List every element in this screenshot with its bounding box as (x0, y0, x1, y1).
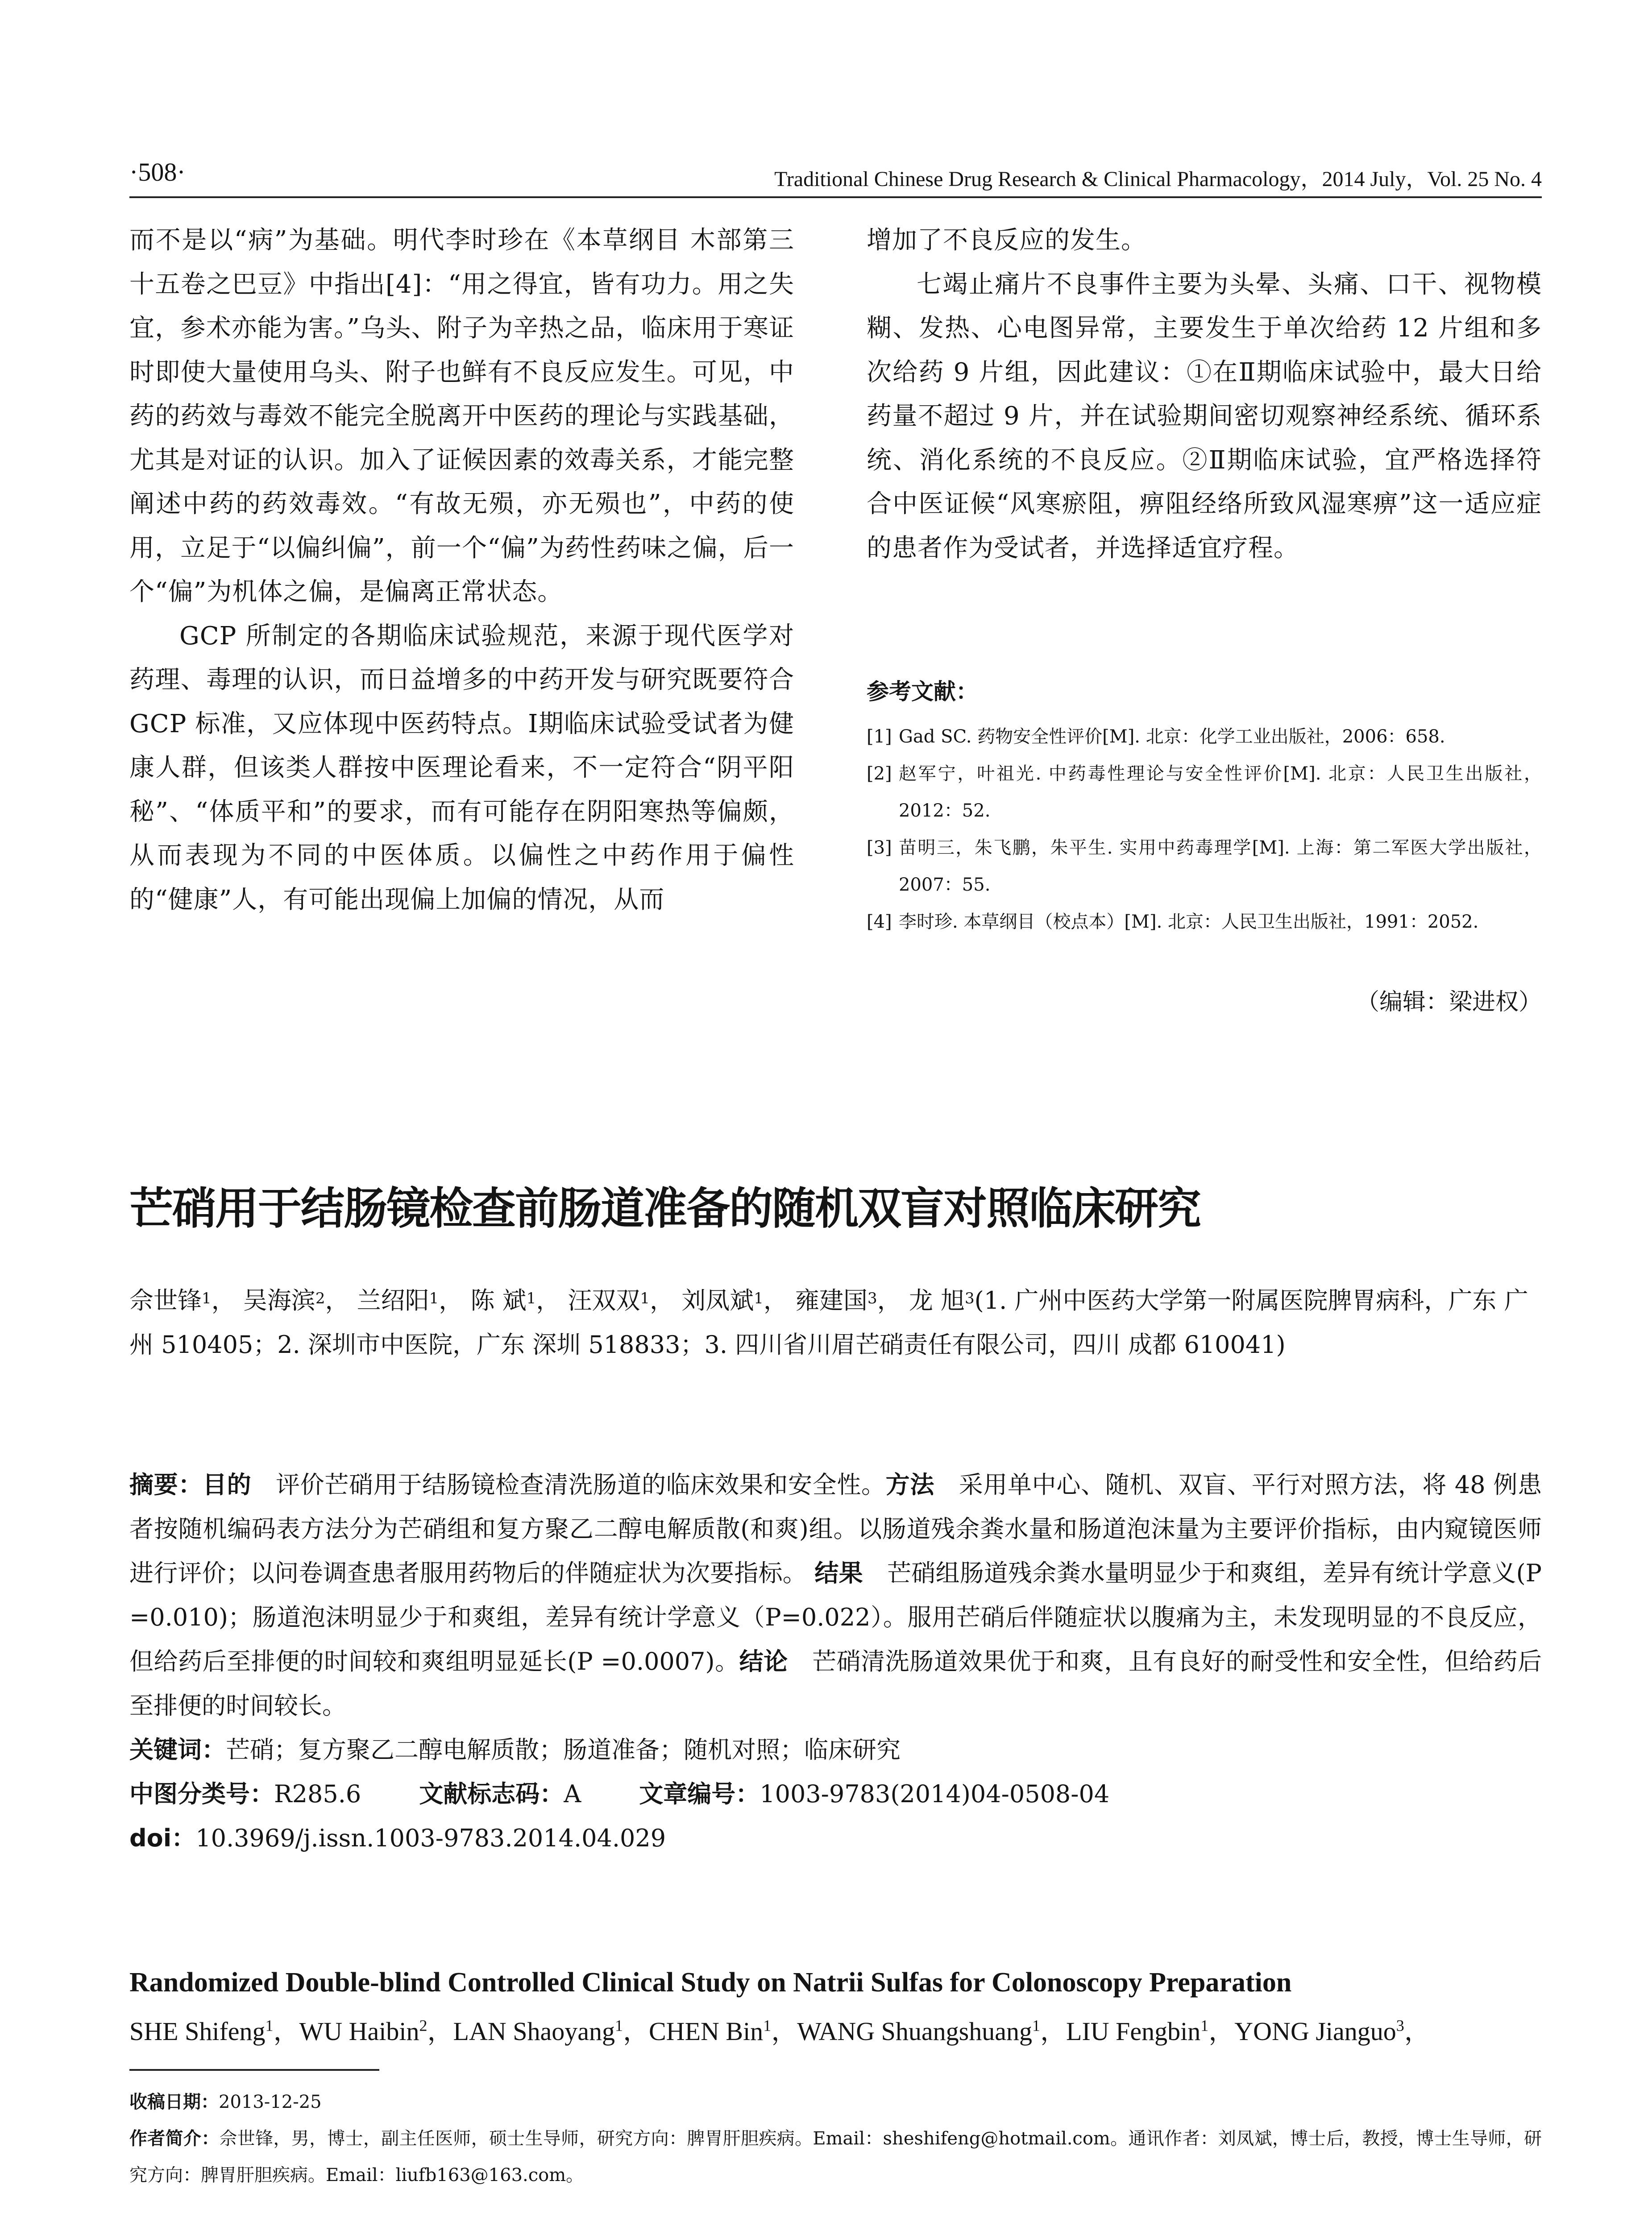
received-label: 收稿日期： (129, 2092, 219, 2112)
editor-note: （编辑：梁进权） (1356, 989, 1542, 1016)
keywords: 芒硝；复方聚乙二醇电解质散；肠道准备；随机对照；临床研究 (226, 1736, 901, 1764)
author-name: 刘凤斌 (681, 1286, 754, 1315)
abstract-label: 摘要： (129, 1471, 203, 1499)
en-author-name: CHEN Bin (649, 2017, 764, 2046)
reference-item (867, 904, 1542, 941)
author-aff: 3 (965, 1290, 975, 1307)
article-no-value: 1003-9783(2014)04-0508-04 (760, 1780, 1110, 1808)
received-date: 2013-12-25 (219, 2092, 322, 2112)
left-paragraph-2: GCP 所制定的各期临床试验规范，来源于现代医学对药理、毒理的认识，而日益增多的中药开发与研究既要符合 GCP 标准，又应体现中医药特点。Ⅰ期临床试验受试者为健康人群，但该类人群按中医理论看来，不一定符合“阴平阳秘”、“体质平和”的要求，而有可能存在阴阳寒热等偏颇，从而表现为不同的中医体质。以偏性之中药作用于偏性的“健康”人，有可能出现偏上加偏的情况，从而 (129, 621, 794, 914)
article-no-label: 文章编号： (639, 1780, 760, 1808)
right-column (867, 219, 1542, 570)
author-info-label: 作者简介： (129, 2128, 220, 2149)
methods-text: 采用单中心、随机、双盲、平行对照方法，将 48 例患者按随机编码表方法分为芒硝组和复方聚乙二醇电解质散(和爽)组。以肠道残余粪水量和肠道泡沫量为主要评价指标，由内窥镜医师进行评价；以问卷调查患者服用药物后的伴随症状为次要指标。 (129, 1471, 1542, 1587)
reference-number: [1] (867, 726, 892, 747)
affiliations: (1. 广州中医药大学第一附属医院脾胃病科，广东 广州 510405；2. 深圳市中医院，广东 深圳 518833；3. 四川省川眉芒硝责任有限公司，四川 成都 610041) (129, 1286, 1528, 1359)
abstract-block (129, 1463, 1542, 1860)
article-title: 芒硝用于结肠镜检查前肠道准备的随机双盲对照临床研究 (129, 1183, 1201, 1234)
doi-line (129, 1816, 1542, 1860)
reference-text: 李时珍. 本草纲目（校点本）[M]. 北京：人民卫生出版社，1991：2052. (899, 912, 1479, 932)
clc-label: 中图分类号： (129, 1780, 274, 1808)
page-number: ·508· (129, 158, 186, 187)
en-author-aff: 1 (265, 2016, 274, 2035)
author-aff: 1 (526, 1290, 536, 1307)
clc-value: R285.6 (274, 1780, 361, 1808)
author-name: 雍建国 (795, 1286, 868, 1315)
abstract (129, 1463, 1542, 1728)
reference-text: 苗明三，朱飞鹏，朱平生. 实用中药毒理学[M]. 上海：第二军医大学出版社，2007：55. (899, 838, 1542, 895)
en-author-name: WANG Shuangshuang (797, 2017, 1032, 2046)
author-info: 佘世锋，男，博士，副主任医师，硕士生导师，研究方向：脾胃肝胆疾病。Email：sheshifeng@hotmail.com。通讯作者：刘凤斌，博士后，教授，博士生导师，研究方向：脾胃肝胆疾病。Email：liufb163@163.com。 (129, 2128, 1542, 2185)
methods-label: 方法 (885, 1471, 935, 1499)
reference-number: [4] (867, 912, 892, 932)
keywords-line (129, 1728, 1542, 1772)
objective-label: 目的 (203, 1471, 252, 1499)
author-aff: 3 (868, 1290, 877, 1307)
author-name: 吴海滨 (243, 1286, 315, 1315)
en-author-aff: 1 (614, 2016, 623, 2035)
author-aff: 1 (202, 1290, 212, 1307)
journal-header: Traditional Chinese Drug Research & Clinical Pharmacology，2014 July，Vol. 25 No. 4 (774, 167, 1542, 191)
results-label: 结果 (814, 1559, 863, 1587)
author-aff: 1 (640, 1290, 650, 1307)
en-author-aff: 1 (763, 2016, 772, 2035)
doi-label: doi： (129, 1824, 196, 1852)
header-rule (129, 196, 1542, 198)
author-aff: 1 (429, 1290, 439, 1307)
keywords-label: 关键词： (129, 1736, 226, 1764)
en-author-aff: 1 (1032, 2016, 1040, 2035)
conclusion-text: 芒硝清洗肠道效果优于和爽，且有良好的耐受性和安全性，但给药后至排便的时间较长。 (129, 1647, 1542, 1720)
en-author-name: LIU Fengbin (1066, 2017, 1201, 2046)
author-name: 汪双双 (568, 1286, 640, 1315)
results-text: 芒硝组肠道残余粪水量明显少于和爽组，差异有统计学意义(P =0.010)；肠道泡沫明显少于和爽组，差异有统计学意义（P=0.022）。服用芒硝后伴随症状以腹痛为主，未发现明显的不良反应，但给药后至排便的时间较和爽组明显延长(P =0.0007)。 (129, 1559, 1542, 1675)
author-name: 兰绍阳 (357, 1286, 429, 1315)
reference-number: [2] (867, 763, 892, 784)
author-aff: 1 (754, 1290, 764, 1307)
author-aff: 2 (315, 1290, 325, 1307)
received-line (129, 2084, 1542, 2120)
en-author-name: YONG Jianguo (1234, 2017, 1396, 2046)
author-list: 佘世锋$^1$， 吴海滨$^2$， 兰绍阳$^1$， 陈 斌$^1$， 汪双双$^1$， 刘凤斌$^1$， 雍建国$^3$， 龙 旭$^3$(1. 广州中医药大学第一附属医院脾胃病科，广东 广州 510405；2. 深圳市中医院，广东 深圳 518833；3. 四川省川眉芒硝责任有限公司，四川 成都 610041) (129, 1286, 1528, 1359)
doc-code-label: 文献标志码： (419, 1780, 564, 1808)
reference-item (867, 829, 1542, 904)
en-author-aff: 2 (419, 2016, 428, 2035)
reference-number: [3] (867, 838, 892, 858)
en-author-name: SHE Shifeng (129, 2017, 266, 2046)
reference-text: Gad SC. 药物安全性评价[M]. 北京：化学工业出版社，2006：658. (899, 726, 1445, 747)
reference-text: 赵军宁，叶祖光. 中药毒性理论与安全性评价[M]. 北京：人民卫生出版社，2012：52. (899, 763, 1542, 821)
en-author-name: WU Haibin (299, 2017, 419, 2046)
footnote-rule (129, 2069, 379, 2071)
right-paragraph-1: 增加了不良反应的发生。 (867, 226, 1146, 255)
reference-item (867, 755, 1542, 829)
en-author-aff: 3 (1396, 2016, 1404, 2035)
en-author-name: LAN Shaoyang (453, 2017, 615, 2046)
left-column (129, 219, 794, 922)
right-paragraph-2: 七竭止痛片不良事件主要为头晕、头痛、口干、视物模糊、发热、心电图异常，主要发生于单次给药 12 片组和多次给药 9 片组，因此建议：①在Ⅱ期临床试验中，最大日给药量不超过 9 片，并在试验期间密切观察神经系统、循环系统、消化系统的不良反应。②Ⅱ期临床试验，宜严格选择符合中医证候“风寒瘀阻，痹阻经络所致风湿寒痹”这一适应症的患者作为受试者，并选择适宜疗程。 (867, 270, 1542, 563)
author-name: 佘世锋 (129, 1286, 202, 1315)
doc-code-value: A (564, 1780, 581, 1808)
en-author-aff: 1 (1200, 2016, 1209, 2035)
english-author-list: SHE Shifeng$^1$，WU Haibin$^2$，LAN Shaoyang$^1$，CHEN Bin$^1$，WANG Shuangshuang$^1$，LIU Fengbin$^1$，YONG Jianguo$^3$， (129, 2016, 1430, 2046)
objective-text: 评价芒硝用于结肠镜检查清洗肠道的临床效果和安全性。 (276, 1471, 886, 1499)
english-title: Randomized Double-blind Controlled Clinical Study on Natrii Sulfas for Colonoscopy Preparation (129, 1967, 1292, 1998)
author-name: 龙 旭 (909, 1286, 965, 1315)
left-paragraph-1: 而不是以“病”为基础。明代李时珍在《本草纲目 木部第三十五卷之巴豆》中指出[4]：“用之得宜，皆有功力。用之失宜，参术亦能为害。”乌头、附子为辛热之品，临床用于寒证时即使大量使用乌头、附子也鲜有不良反应发生。可见，中药的药效与毒效不能完全脱离开中医药的理论与实践基础，尤其是对证的认识。加入了证候因素的效毒关系，才能完整阐述中药的药效毒效。“有故无殒，亦无殒也”，中药的使用，立足于“以偏纠偏”，前一个“偏”为药性药味之偏，后一个“偏”为机体之偏，是偏离正常状态。 (129, 226, 794, 606)
references-title: 参考文献： (867, 679, 978, 705)
reference-item (867, 718, 1542, 755)
footnote (129, 2084, 1542, 2194)
author-info-line (129, 2120, 1542, 2194)
reference-list (867, 718, 1542, 941)
classification-line (129, 1772, 1542, 1816)
conclusion-label: 结论 (739, 1647, 788, 1675)
author-name: 陈 斌 (470, 1286, 527, 1315)
doi-value: 10.3969/j.issn.1003-9783.2014.04.029 (195, 1824, 666, 1852)
